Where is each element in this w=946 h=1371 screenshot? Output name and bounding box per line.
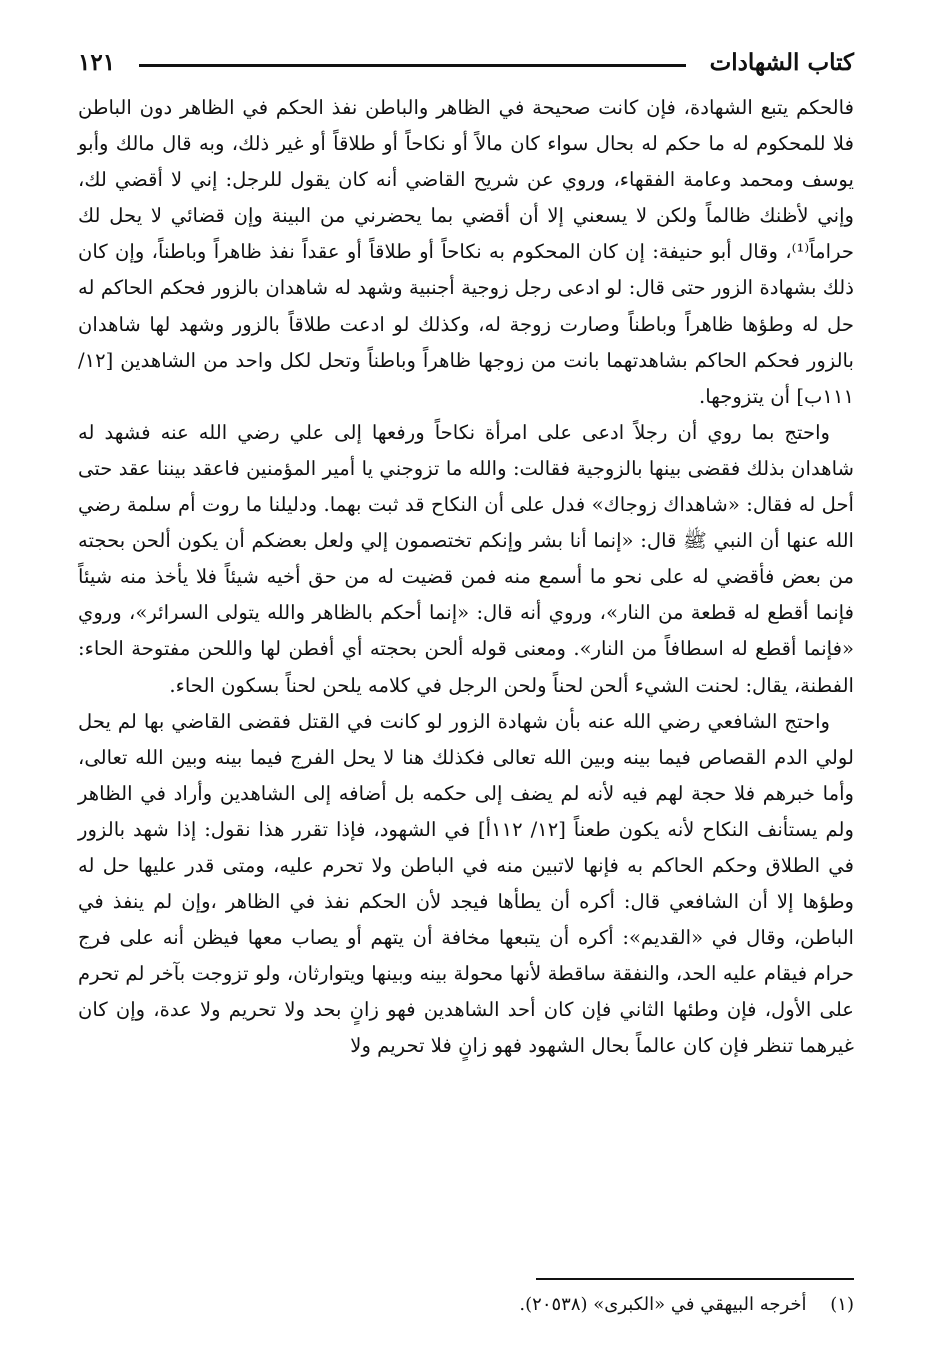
page-header [78, 40, 854, 84]
paragraph-3: واحتج الشافعي رضي الله عنه بأن شهادة الزور لو كانت في القتل فقضى القاضي بها لم يحل لولي الدم القصاص فيما بينه وبين الله تعالى فكذلك هنا لا يحل الفرج فيما بينه وبين الله تعالى، وأما خبرهم فلا حجة لهم فيه لأنه لم يضف إلى حكمه بل أضافه إلى الشاهدين وأراد في الظاهر ولم يستأنف النكاح لأنه يكون طعناً [١٢/ ١١٢أ] في الشهود، فإذا تقرر هذا نقول: إذا شهد بالزور في الطلاق وحكم الحاكم به فإنها لاتبين منه في الباطن ولا تحرم عليه، ومتى قدر عليها حل له وطؤها إلا أن الشافعي قال: أكره أن يطأها فيجد لأن الحكم نفذ في الظاهر ،وإن لم ينفذ في الباطن، وقال في «القديم»: أكره أن يتبعها مخافة أن يتهم أو يصاب معها فيظن أنه على فرج حرام فيقام عليه الحد، والنفقة ساقطة لأنها محولة بينه وبينها ويتوارثان، ولو تزوجت بآخر لم تحرم على الأول، فإن وطئها الثاني فإن كان أحد الشاهدين فهو زانٍ بحد ولا تحريم ولا عدة، وإن كان غيرهما تنظر فإن كان عالماً بحال الشهود فهو زانٍ فلا تحريم ولا [78, 709, 855, 1058]
paragraph-1: فالحكم يتبع الشهادة، فإن كانت صحيحة في الظاهر والباطن نفذ الحكم في الظاهر دون الباطن فلا للمحكوم له ما حكم له بحال سواء كان مالاً أو نكاحاً أو طلاقاً أو غير ذلك، وبه قال مالك وأبو يوسف ومحمد وعامة الفقهاء، وروي عن شريح القاضي أنه كان يقول للرجل: إني لا أقضي لك، وإني لأظنك ظالماً ولكن لا يسعني إلا أن أقضي بما يحضرني من البينة وإن قضائي لا يحل لك حراماً⁽¹⁾، وقال أبو حنيفة: إن كان المحكوم به نكاحاً أو طلاقاً أو عقداً نفذ ظاهراً وباطناً، وإن كان ذلك بشهادة الزور حتى قال: لو ادعى رجل زوجية أجنبية وشهد له شاهدان بالزور فحكم الحاكم له حل له وطؤها ظاهراً وباطناً وصارت زوجة له، وكذلك لو ادعت طلاقاً بالزور وشهد لها شاهدان بالزور فحكم الحاكم بشاهدتهما بانت من زوجها ظاهراً وباطناً وتحل لكل واحد من الشاهدين [١٢/ ١١١ب] أن يتزوجها. [78, 96, 854, 408]
main-text [78, 90, 854, 1065]
footnote-separator [536, 1278, 854, 1280]
running-title: كتاب الشهادات [709, 48, 854, 76]
footnote-number: (١) [830, 1294, 854, 1315]
header-rule [139, 64, 686, 67]
footnote-text: أخرجه البيهقي في «الكبرى» (٢٠٥٣٨). [519, 1294, 807, 1315]
footnote [519, 1294, 854, 1315]
page-number: ١٢١ [78, 48, 116, 76]
paragraph-2: واحتج بما روي أن رجلاً ادعى على امرأة نكاحاً ورفعها إلى علي رضي الله عنه فشهد له شاهدان بذلك فقضى بينها بالزوجية فقالت: والله ما تزوجني يا أمير المؤمنين فاعقد بيننا عقد حتى أحل له فقال: «شاهداك زوجاك» فدل على أن النكاح قد ثبت بهما. ودليلنا ما روت أم سلمة رضي الله عنها أن النبي ﷺ قال: «إنما أنا بشر وإنكم تختصمون إلي ولعل بعضكم أن يكون ألحن بحجته من بعض فأقضي له على نحو ما أسمع منه فمن قضيت له من حق أخيه شيئاً فلا يأخذ منه شيئاً فإنما أقطع له قطعة من النار»، وروي أنه قال: «إنما أحكم بالظاهر والله يتولى السرائر»، وروي «فإنما أقطع له اسطافاً من النار». ومعنى قوله ألحن بحجته أي أفطن لها واللحن مفتوحة الحاء: الفطنة، يقال: لحنت الشيء ألحن لحناً ولحن الرجل في كلامه يلحن لحناً بسكون الحاء. [78, 420, 854, 697]
